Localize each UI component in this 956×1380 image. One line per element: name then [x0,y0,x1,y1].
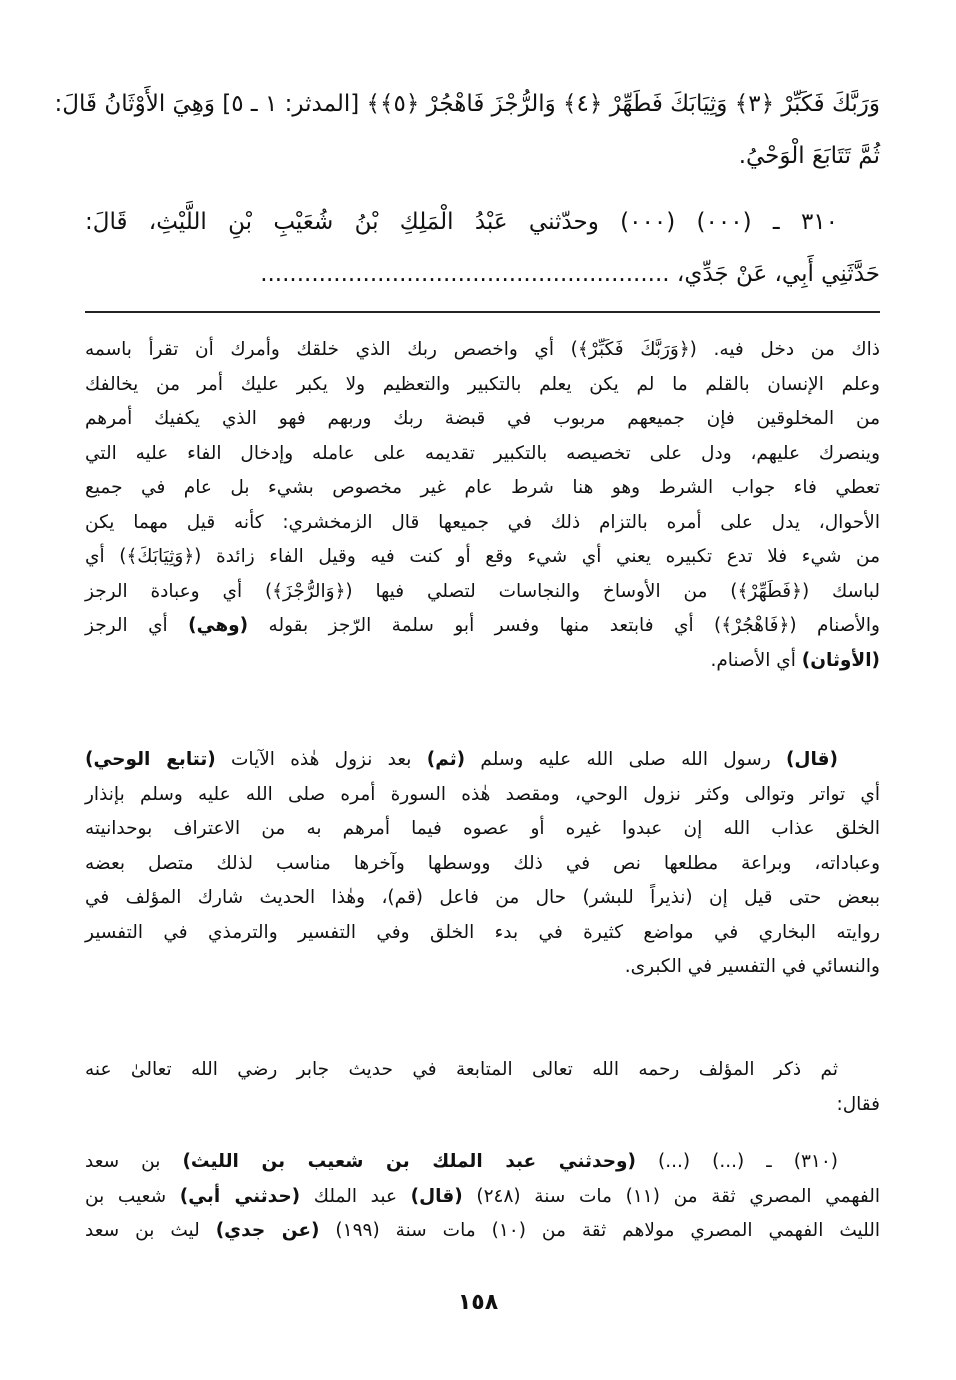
text-segment: روايته البخاري في مواضع كثيرة في بدء الخلق وفي التفسير والترمذي في التفسير [85,921,880,943]
bold-text-segment: (قال) [785,749,838,770]
commentary-paragraph-4 [85,1145,880,1249]
text-line [85,778,880,813]
text-line [85,609,880,644]
text-segment: وعباداته، وبراعة مطلعها نص في ذلك ووسطها وآخرها مناسب لذلك متصل بعضه [85,852,880,874]
text-line [85,437,880,472]
bold-text-segment: (الأوثان) [801,649,880,671]
text-line [85,644,880,679]
text-segment: ببعض حتى قيل إن (نذيراً للبشر) حال من فاعل (قم)، وهٰذا الحديث شارك المؤلف في [85,887,880,908]
text-segment: أي الرجز [85,615,189,636]
text-line [85,248,880,300]
text-segment: وَرَبَّكَ فَكَبِّرْ ﴿٣﴾ وَثِيَابَكَ فَطَهِّرْ ﴿٤﴾ وَالرُّجْزَ فَاهْجُرْ ﴿٥﴾﴾ [المدثر: ١ ـ ٥] وَهِيَ الأَوْثَانُ قَالَ: [54,91,880,117]
text-segment: ذاك من دخل فيه. (﴿وَرَبَّكَ فَكَبِّرْ﴾) أي واخصص ربك الذي خلقك وأمرك أن تقرأ باسمه [85,339,880,360]
text-segment: والأصنام (﴿فَاهْجُرْ﴾) أي فابتعد منها وفسر أبو سلمة الرّجز بقوله [248,615,880,636]
text-line [54,78,880,130]
text-line [85,368,880,403]
text-segment: وينصرك عليهم، ودل على تخصيصه بالتكبير تقديمه على عامله وإدخال الفاء عليه التي [85,442,880,464]
text-line [85,333,880,368]
text-segment: ثُمَّ تَتَابَعَ الْوَحْيُ. [738,143,880,169]
text-segment: تعطي فاء جواب الشرط وهو هنا شرط عام غير مخصوص بشيء بل عام في جميع [85,477,880,498]
text-segment: من شيء فلا تدع تكبيره يعني أي شيء وقع أو كنت فيه وقيل الفاء زائدة (﴿وَثِيَابَكَ﴾) أي [85,546,880,567]
text-segment: ثم ذكر المؤلف رحمه الله تعالى المتابعة في حديث جابر رضي الله تعالىٰ عنه [85,1059,838,1080]
text-line [85,471,880,506]
bold-text-segment: (ثم) [426,749,466,770]
text-segment: وعلم الإنسان بالقلم ما لم يكن يعلم بالتكبير والتعظيم ولا يكبر عليك أمر من يخالفك [85,373,880,395]
text-segment: والنسائي في التفسير في الكبرى. [624,956,880,977]
text-line [85,402,880,437]
text-segment: (٣١٠) ـ (...) (...) [635,1151,838,1172]
text-segment: أي الأصنام. [710,649,802,671]
text-line [85,575,880,610]
text-segment: بن سعد [85,1151,183,1172]
text-segment: رسول الله صلى الله عليه وسلم [465,749,786,770]
text-line [85,950,880,985]
commentary-paragraph-1 [85,333,880,678]
separator-rule [85,311,880,313]
bold-text-segment: (وهي) [188,615,249,636]
bold-text-segment: (تتابع الوحي) [85,749,216,770]
text-segment: من المخلوقين فإن جميعهم مربوب في قبضة ربك وربهم فهو الذي يكفيك أمرهم [85,408,880,429]
text-line [85,1088,880,1123]
text-line [85,1180,880,1215]
text-segment: الأحوال، يدل على أمره بالتزام ذلك في جميعها قال الزمخشري: كأنه قيل مهما يكن [85,511,880,533]
text-line [85,916,880,951]
text-line [85,812,880,847]
text-line [85,881,880,916]
commentary-paragraph-3 [85,1053,880,1122]
text-segment: عبد الملك [300,1185,411,1207]
commentary-paragraph-2 [85,743,880,985]
text-segment: فقال: [836,1093,880,1115]
text-segment: أي تواتر وتوالى وكثر نزول الوحي، ومقصد هٰذه السورة أمره صلى الله عليه وسلم بإنذار [85,783,880,805]
bold-text-segment: (قال) [410,1185,463,1207]
bold-text-segment: (عن جدي) [215,1220,320,1241]
text-segment: ليث بن سعد [85,1220,216,1241]
hadith-text [54,78,880,300]
text-segment: بعد نزول هٰذه الآيات [215,749,427,770]
text-line [85,743,880,778]
text-line [85,506,880,541]
text-segment: الخلق عذاب الله إن عبدوا غيره أو عصوه فيما أمرهم به من الاعتراف بوحدانيته [85,818,880,839]
spacer [85,182,880,196]
text-segment: حَدَّثَنِي أَبِي، عَنْ جَدِّي، ........................................................ [260,261,880,287]
bold-text-segment: (وحدثني عبد الملك بن شعيب بن الليث) [182,1151,636,1172]
text-segment: لباسك (﴿فَطَهِّرْ﴾) من الأوساخ والنجاسات لتصلي فيها (﴿وَالرُّجْزَ﴾) أي وعبادة الرجز [85,580,880,602]
text-segment: الفهمي المصري ثقة من (١١) مات سنة (٢٤٨) [462,1185,880,1207]
text-line [85,196,880,248]
text-segment: شعيب بن [85,1185,180,1207]
page-number: ١٥٨ [457,1290,499,1315]
text-line [85,1053,880,1088]
text-segment: ٣١٠ ـ (٠٠٠) (٠٠٠) وحدّثني عَبْدُ الْمَلِكِ بْنُ شُعَيْبِ بْنِ اللَّيْثِ، قَالَ: [85,209,839,235]
bold-text-segment: (حدثني أبي) [179,1185,301,1207]
text-line [85,540,880,575]
text-line [85,847,880,882]
text-line [85,1145,880,1180]
text-line [85,130,880,182]
text-line [85,1214,880,1249]
text-segment: الليث الفهمي المصري مولاهم ثقة من (١٠) مات سنة (١٩٩) [319,1220,880,1241]
